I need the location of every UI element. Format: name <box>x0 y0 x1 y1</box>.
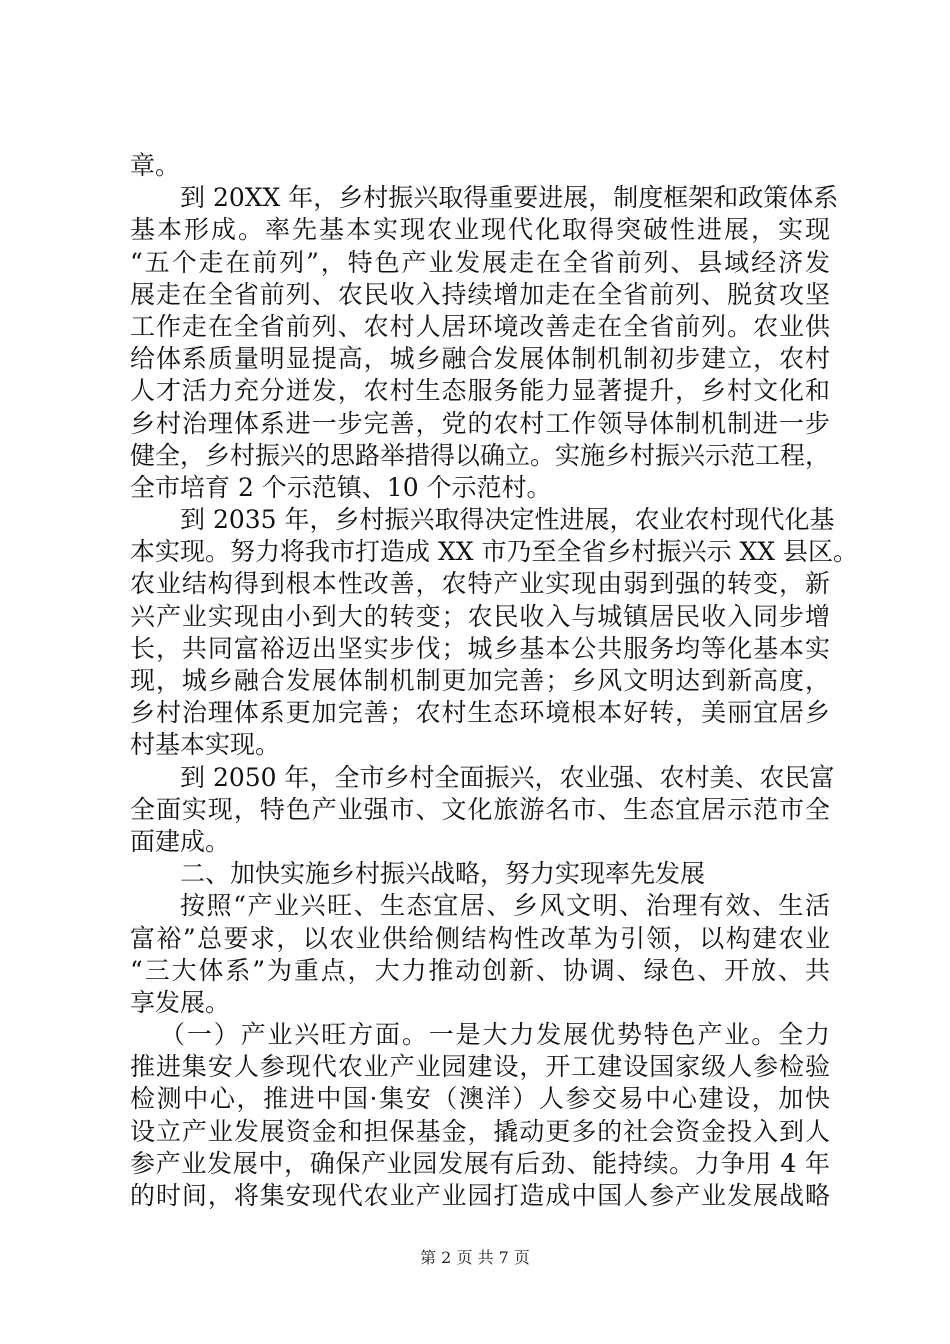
text-line: “五个走在前列”，特色产业发展走在全省前列、县域经济发 <box>130 247 830 277</box>
document-body <box>130 150 858 1212</box>
text-line: 人才活力充分迸发，农村生态服务能力显著提升，乡村文化和 <box>130 376 830 406</box>
text-line: 的时间，将集安现代农业产业园打造成中国人参产业发展战略 <box>130 1181 830 1210</box>
text-line: 全面实现，特色产业强市、文化旅游名市、生态宜居示范市全 <box>130 794 830 824</box>
text-line: 全市培育 2 个示范镇、10 个示范村。 <box>130 472 552 502</box>
text-line: 工作走在全省前列、农村人居环境改善走在全省前列。农业供 <box>130 311 830 341</box>
page-footer: 第 2 页 共 7 页 <box>420 1248 530 1267</box>
text-line: 推进集安人参现代农业产业园建设，开工建设国家级人参检验 <box>130 1052 830 1082</box>
text-line: 村基本实现。 <box>130 730 281 760</box>
text-line: 到 20XX 年，乡村振兴取得重要进展，制度框架和政策体系 <box>180 183 839 213</box>
text-line: 基本形成。率先基本实现农业现代化取得突破性进展，实现 <box>130 215 830 245</box>
text-line: 兴产业实现由小到大的转变；农民收入与城镇居民收入同步增 <box>130 601 830 631</box>
text-line: 到 2035 年，乡村振兴取得决定性进展，农业农村现代化基 <box>180 505 835 535</box>
text-line: 农业结构得到根本性改善，农特产业实现由弱到强的转变，新 <box>130 569 830 599</box>
text-line: 乡村治理体系进一步完善，党的农村工作领导体制机制进一步 <box>130 408 830 438</box>
text-line: 章。 <box>130 151 181 180</box>
text-line: 设立产业发展资金和担保基金，撬动更多的社会资金投入到人 <box>130 1116 830 1146</box>
text-line: 现，城乡融合发展体制机制更加完善；乡风文明达到新高度， <box>130 666 830 695</box>
text-line: 检测中心，推进中国·集安（澳洋）人参交易中心建设，加快 <box>130 1084 830 1114</box>
text-line: 长，共同富裕迈出坚实步伐；城乡基本公共服务均等化基本实 <box>130 633 830 663</box>
text-line: “三大体系”为重点，大力推动创新、协调、绿色、开放、共 <box>130 955 830 985</box>
text-line: 面建成。 <box>130 826 231 856</box>
text-line: 按照“产业兴旺、生态宜居、乡风文明、治理有效、生活 <box>180 891 830 921</box>
text-line: 享发展。 <box>130 987 231 1017</box>
text-line: 展走在全省前列、农民收入持续增加走在全省前列、脱贫攻坚 <box>130 279 830 309</box>
text-line: 到 2050 年，全市乡村全面振兴，农业强、农村美、农民富 <box>180 762 835 792</box>
text-line: 健全，乡村振兴的思路举措得以确立。实施乡村振兴示范工程， <box>130 440 831 470</box>
text-line: 参产业发展中，确保产业园发展有后劲、能持续。力争用 4 年 <box>130 1148 830 1178</box>
text-line: 本实现。努力将我市打造成 XX 市乃至全省乡村振兴示 XX 县区。 <box>130 537 858 567</box>
text-line: 乡村治理体系更加完善；农村生态环境根本好转，美丽宜居乡 <box>130 698 830 728</box>
section-heading: 二、加快实施乡村振兴战略，努力实现率先发展 <box>180 859 706 889</box>
text-line: 给体系质量明显提高，城乡融合发展体制机制初步建立，农村 <box>130 344 830 374</box>
subsection-line: （一）产业兴旺方面。一是大力发展优势特色产业。全力 <box>160 1020 830 1050</box>
text-line: 富裕”总要求，以农业供给侧结构性改革为引领，以构建农业 <box>130 923 830 953</box>
